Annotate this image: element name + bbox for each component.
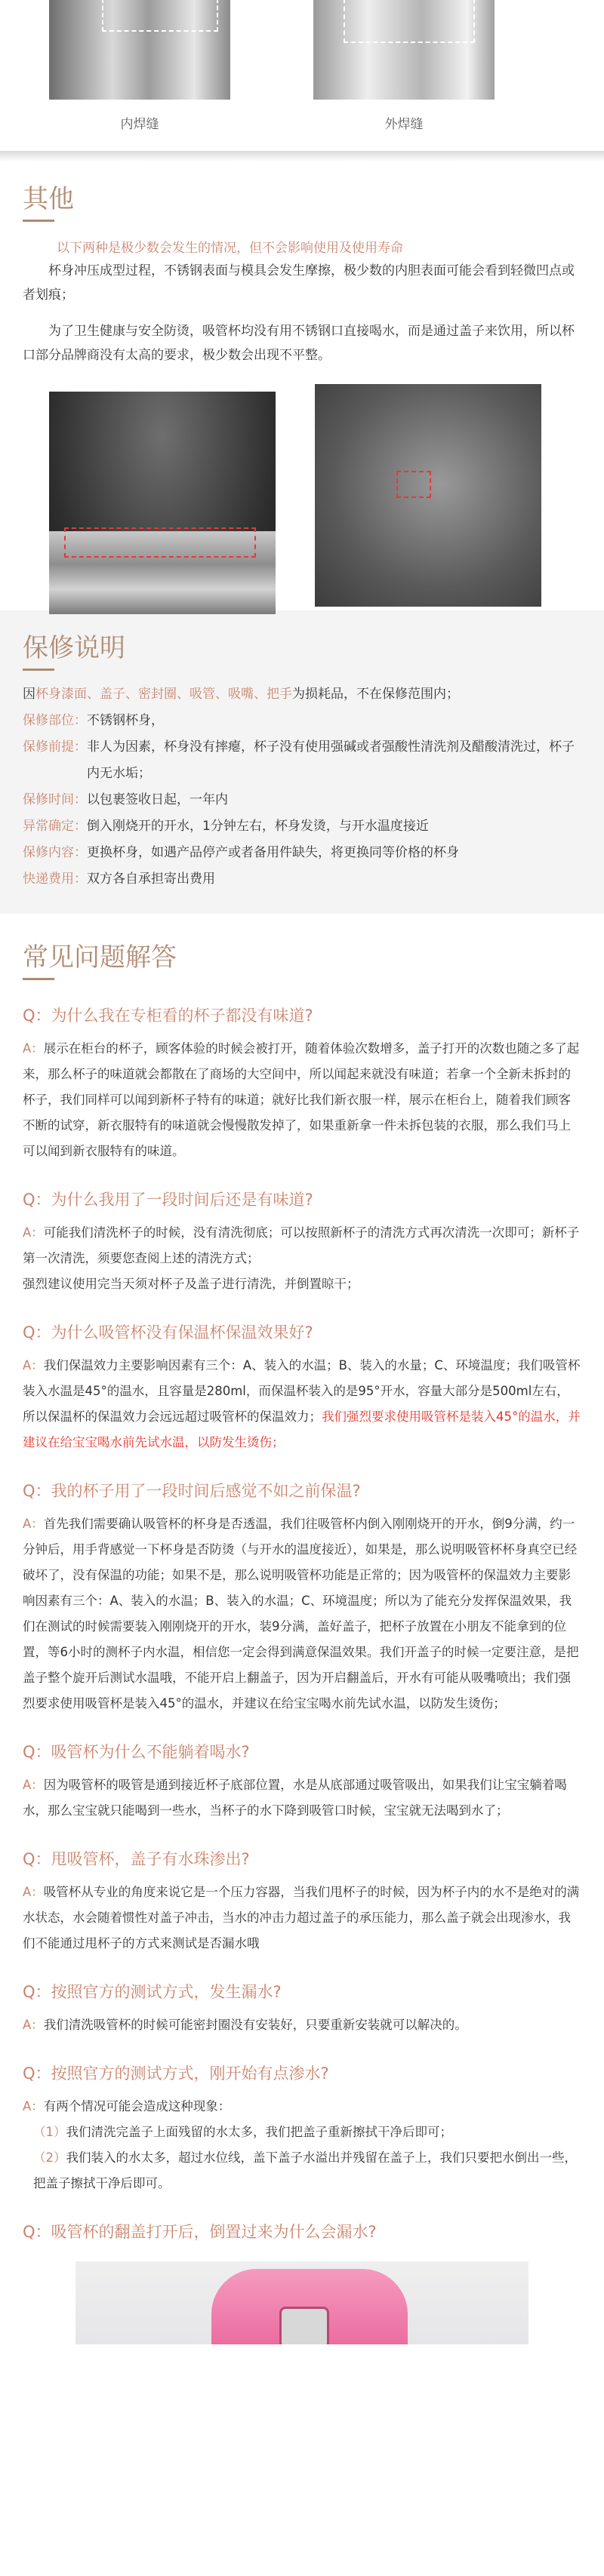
- answer-mark: A：: [23, 1517, 44, 1531]
- faq-question: Q：为什么吸管杯没有保温杯保温效果好?: [23, 1323, 313, 1342]
- answer-mark: A：: [23, 1225, 44, 1240]
- faq-answer: [23, 2094, 581, 2120]
- title-underline: [23, 669, 54, 671]
- warranty-row: [23, 813, 581, 840]
- answer-mark: A：: [23, 2018, 44, 2032]
- warranty-value: 以包裹签收日起，一年内: [87, 792, 228, 807]
- faq-question: Q：甩吸管杯，盖子有水珠渗出?: [23, 1850, 250, 1868]
- faq-question: Q：为什么我在专柜看的杯子都没有味道?: [23, 1007, 313, 1025]
- faq-answer: [23, 1220, 581, 1297]
- faq-answer: [23, 1511, 581, 1717]
- faq-answer: [23, 1772, 581, 1824]
- answer-text: 我们保温效力主要影响因素有三个：A、装入的水温；B、装入的水量；C、环境温度；我们吸管杯装入水温是45°的温水，且容量是280ml，而保温杯装入的是95°开水，容量大部分是500ml左右，所以保温杯的保温效力会远远超过吸管杯的保温效力；: [23, 1358, 581, 1424]
- flip-lid-photo: [76, 2261, 528, 2344]
- other-title: 其他: [23, 184, 74, 214]
- weld-section: [0, 0, 604, 151]
- outer-weld-photo: [313, 0, 495, 100]
- answer-text: 首先我们需要确认吸管杯的杯身是否透温，我们往吸管杯内倒入刚刚烧开的开水，倒9分满，约一分钟后，用手背感觉一下杯身是否防烫（与开水的温度接近），如果是，那么说明吸管杯杯身真空已经破坏了，没有保温的功能；如果不是，那么说明吸管杯功能是正常的；因为吸管杯的保温效力主要影响因素有三个：A、装入的水温；B、装入的水温；C、环境温度；所以为了能充分发挥保温效果，我们在测试的时候需要装入刚刚烧开的开水，装9分满，盖好盖子，把杯子放置在小朋友不能拿到的位置，等6小时的测杯子内水温，相信您一定会得到满意保温效果。我们开盖子的时候一定要注意，是把盖子整个旋开后测试水温哦，不能开启上翻盖子，因为开启翻盖后，开水有可能从吸嘴喷出；我们强烈要求使用吸管杯是装入45°的温水，并建议在给宝宝喝水前先试水温，以防发生烫伤；: [23, 1517, 579, 1711]
- warranty-value: 更换杯身，如遇产品停产或者备用件缺失，将更换同等价格的杯身: [87, 845, 459, 860]
- faq-answer: [23, 1353, 581, 1456]
- warranty-key: 异常确定：: [23, 819, 87, 834]
- weld-highlight: [102, 0, 218, 32]
- warranty-row: [23, 866, 581, 893]
- answer-text: 强烈建议使用完当天须对杯子及盖子进行清洗，并倒置晾干；: [23, 1277, 359, 1291]
- warranty-row: [23, 787, 581, 813]
- warranty-row: [23, 840, 581, 866]
- answer-text: 有两个情况可能会造成这种现象：: [43, 2099, 231, 2113]
- faq-question: Q：按照官方的测试方式，刚开始有点渗水?: [23, 2064, 329, 2083]
- title-underline: [23, 978, 54, 980]
- faq-title: 常见问题解答: [23, 942, 177, 973]
- faq-answer: [23, 2012, 581, 2038]
- other-section: [0, 161, 604, 610]
- warranty-value: 双方各自承担寄出费用: [87, 871, 215, 887]
- inner-weld-caption: 内焊缝: [120, 117, 159, 132]
- faq-question: Q：按照官方的测试方式，发生漏水?: [23, 1983, 282, 2001]
- answer-mark: A：: [23, 1885, 44, 1899]
- weld-highlight: [344, 0, 475, 43]
- warranty-consumables: 杯身漆面、盖子、密封圈、吸管、吸嘴、把手: [35, 687, 292, 702]
- straw-cap: [279, 2307, 329, 2344]
- answer-text: 展示在柜台的杯子，顾客体验的时候会被打开，随着体验次数增多，盖子打开的次数也随之多了起来，那么杯子的味道就会都散在了商场的大空间中，所以闻起来就没有味道；若拿一个全新未拆封的杯子，我们同样可以闻到新杯子特有的味道；就好比我们新衣服一样，展示在柜台上，随着我们顾客不断的试穿，新衣服特有的味道就会慢慢散发掉了，如果重新拿一件未拆包装的衣服，那么我们马上可以闻到新衣服特有的味道。: [23, 1041, 580, 1158]
- outer-weld-caption: 外焊缝: [384, 117, 424, 132]
- warranty-title: 保修说明: [23, 633, 125, 663]
- warranty-key: 保修内容：: [23, 845, 87, 860]
- faq-answer: [23, 1036, 581, 1164]
- answer-text: 我们清洗吸管杯的时候可能密封圈没有安装好，只要重新安装就可以解决的。: [43, 2018, 467, 2032]
- warranty-value: 倒入刚烧开的开水，1分钟左右，杯身发烫，与开水温度接近: [87, 819, 429, 834]
- answer-mark: A：: [23, 1778, 44, 1792]
- answer-warning: 我们强烈要求使用吸管杯是装入45°的温水，并建议在给宝宝喝水前先试水温，以防发生烫伤；: [23, 1409, 581, 1449]
- answer-subitem: [23, 2145, 581, 2196]
- warranty-value: 非人为因素，杯身没有摔瘪，杯子没有使用强碱或者强酸性清洗剂及醋酸清洗过，杯子内无水垢；: [87, 739, 575, 781]
- warranty-intro-suffix: 为损耗品，不在保修范围内；: [292, 687, 459, 702]
- answer-mark: A：: [23, 1358, 44, 1373]
- warranty-value: 不锈钢杯身，: [87, 713, 164, 728]
- faq-section: [0, 914, 604, 2344]
- faq-question: Q：我的杯子用了一段时间后感觉不如之前保温?: [23, 1482, 361, 1500]
- warranty-section: [0, 610, 604, 914]
- warranty-intro: [23, 681, 581, 708]
- other-paragraph-2: 为了卫生健康与安全防烫，吸管杯均没有用不锈钢口直接喝水，而是通过盖子来饮用，所以杯口部分品牌商没有太高的要求，极少数会出现不平整。: [23, 324, 575, 363]
- title-underline: [23, 220, 54, 222]
- answer-text: 因为吸管杯的吸管是通到接近杯子底部位置，水是从底部通过吸管吸出，如果我们让宝宝躺着喝水，那么宝宝就只能喝到一些水，当杯子的水下降到吸管口时候，宝宝就无法喝到水了；: [23, 1778, 567, 1818]
- warranty-key: 快递费用：: [23, 871, 87, 887]
- cup-rim-photo: [49, 392, 276, 614]
- warranty-key: 保修部位：: [23, 713, 87, 728]
- answer-mark: A：: [23, 1041, 44, 1056]
- warranty-key: 保修前提：: [23, 739, 87, 755]
- warranty-intro-prefix: 因: [23, 687, 35, 702]
- other-paragraph-1: 杯身冲压成型过程，不锈钢表面与模具会发生摩擦，极少数的内胆表面可能会看到轻微凹点或者划痕；: [23, 263, 575, 303]
- answer-subitem: [23, 2120, 581, 2145]
- subitem-number: （1）: [33, 2125, 66, 2139]
- subitem-text: 我们清洗完盖子上面残留的水太多，我们把盖子重新擦拭干净后即可；: [66, 2125, 452, 2139]
- defect-highlight: [64, 527, 256, 558]
- answer-mark: A：: [23, 2099, 44, 2113]
- subitem-number: （2）: [33, 2150, 66, 2165]
- inner-weld-photo: [49, 0, 230, 100]
- faq-question: Q：为什么我用了一段时间后还是有味道?: [23, 1191, 313, 1209]
- defect-highlight: [396, 471, 431, 498]
- defect-photos: [23, 384, 581, 610]
- faq-question: Q：吸管杯为什么不能躺着喝水?: [23, 1743, 250, 1761]
- faq-question: Q：吸管杯的翻盖打开后，倒置过来为什么会漏水?: [23, 2223, 377, 2241]
- other-note: 以下两种是极少数会发生的情况，但不会影响使用及使用寿命: [57, 241, 403, 256]
- answer-text: 吸管杯从专业的角度来说它是一个压力容器，当我们甩杯子的时候，因为杯子内的水不是绝对的满水状态，水会随着惯性对盖子冲击，当水的冲击力超过盖子的承压能力，那么盖子就会出现渗水，我们不能通过甩杯子的方式来测试是否漏水哦: [23, 1885, 580, 1950]
- subitem-text: 我们装入的水太多，超过水位线，盖下盖子水溢出并残留在盖子上，我们只要把水倒出一些，把盖子擦拭干净后即可。: [33, 2150, 577, 2190]
- section-divider: [0, 151, 604, 161]
- warranty-key: 保修时间：: [23, 792, 87, 807]
- answer-text: 可能我们清洗杯子的时候，没有清洗彻底；可以按照新杯子的清洗方式再次清洗一次即可；新杯子第一次清洗，须要您查阅上述的清洗方式；: [23, 1225, 580, 1265]
- warranty-row: [23, 734, 581, 787]
- faq-answer: [23, 1880, 581, 1957]
- cup-interior-photo: [315, 384, 541, 607]
- warranty-row: [23, 708, 581, 734]
